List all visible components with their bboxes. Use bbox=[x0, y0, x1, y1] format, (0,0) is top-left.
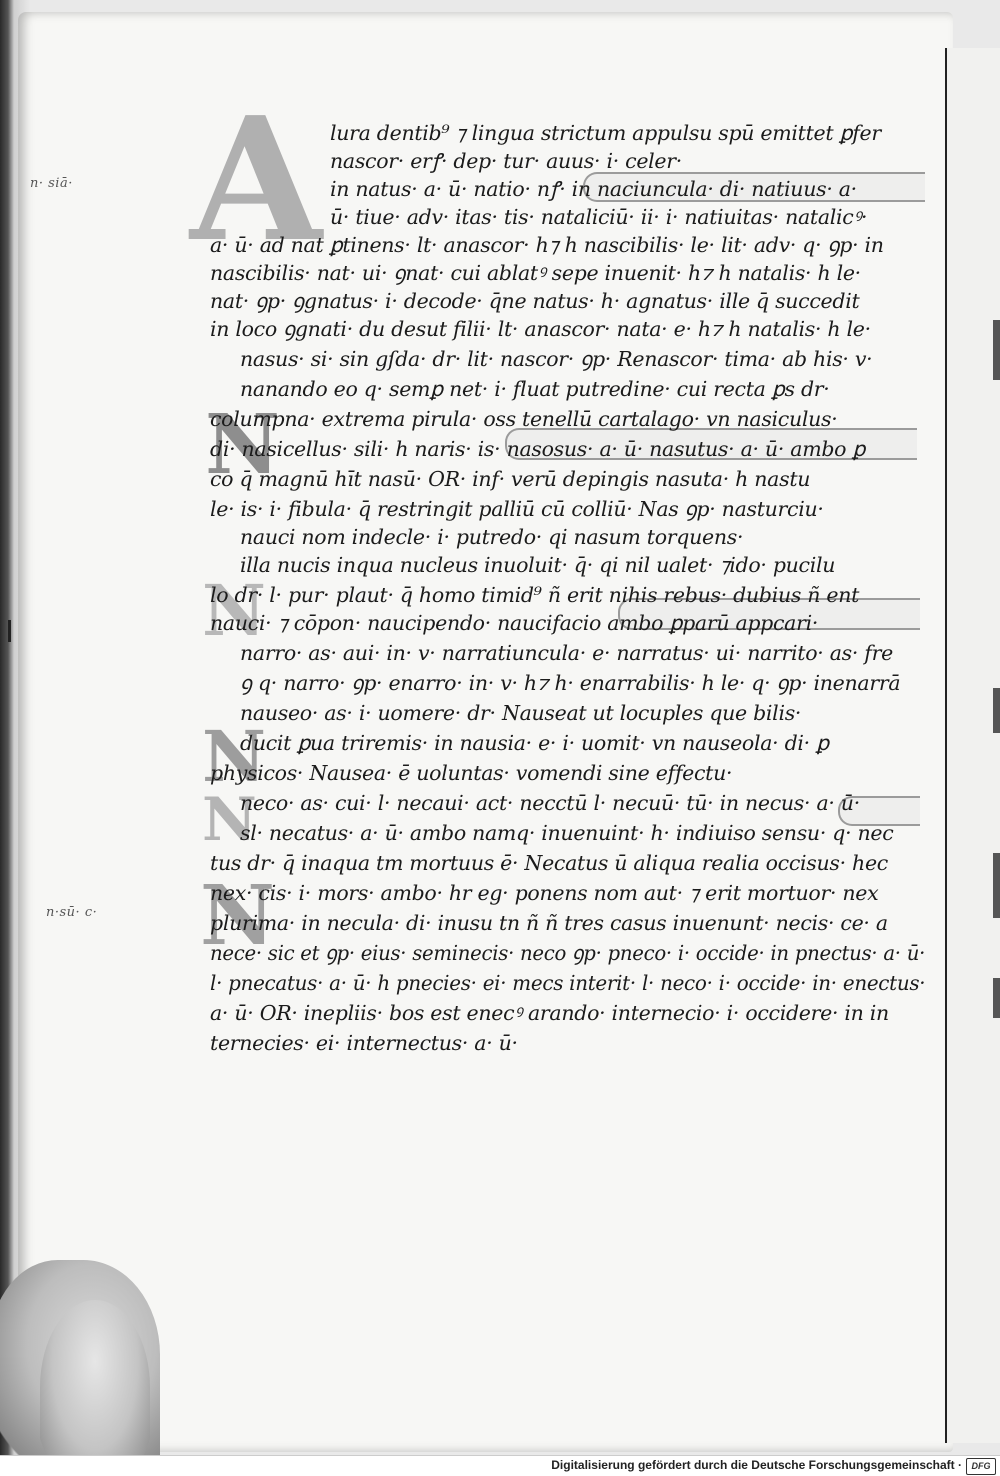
text-line: in loco ꝯgnati· du desut filii· lt· anascor· nata· e· h⁊ h natalis· h le· bbox=[210, 317, 871, 341]
text-line: le· is· i· fibula· q̄ restringit palliū cū colliū· Nas ꝯp· nasturciu· bbox=[210, 497, 824, 521]
text-line: nece· sic et ꝯp· eius· seminecis· neco ꝯp· pneco· i· occide· in pnectus· a· ū· bbox=[210, 941, 926, 965]
text-line: nat· ꝯp· ꝯgnatus· i· decode· q̄ne natus· h· agnatus· ille q̄ succedit bbox=[210, 289, 860, 313]
edge-mark bbox=[8, 620, 11, 642]
footer-bar bbox=[0, 1455, 1000, 1476]
text-line: neco· as· cui· l· necaui· act· necctū l· necuū· tū· in necus· a· ū· bbox=[240, 791, 860, 815]
text-line: plurima· in necula· di· inusu tn ñ ñ tres casus inuenunt· necis· ce· a bbox=[210, 911, 888, 935]
initial-letter-n: N bbox=[202, 715, 266, 798]
text-line: narro· as· aui· in· v· narratiuncula· e· narratus· ui· narrito· as· fre bbox=[240, 641, 893, 665]
text-line: nascor· erꝭ· dep· tur· auus· i· celer· bbox=[330, 149, 682, 173]
adjacent-page-edge bbox=[945, 48, 1000, 1443]
text-line: l· pnecatus· a· ū· h pnecies· ei· mecs interit· l· neco· i· occide· in· enectus· bbox=[210, 971, 926, 995]
margin-note: n·sū· c· bbox=[46, 905, 98, 920]
initial-letter-a: A bbox=[190, 80, 322, 280]
text-line: nauseo· as· i· uomere· dr· Nauseat ut locuples que bilis· bbox=[240, 701, 802, 725]
text-line: ternecies· ei· internectus· a· ū· bbox=[210, 1031, 518, 1055]
text-line: di· nasicellus· sili· h naris· is· nasosus· a· ū· nasutus· a· ū· ambo ꝑ bbox=[210, 437, 866, 461]
thumb bbox=[40, 1300, 150, 1475]
text-line: illa nucis inqua nucleus inuoluit· q̄· qi nil ualet· ⁊ido· pucilu bbox=[240, 553, 836, 577]
text-line: sl· necatus· a· ū· ambo namq· inuenuint· h· indiuiso sensu· q· nec bbox=[240, 821, 894, 845]
text-line: columpna· extrema pirula· oss tenellū cartalago· vn nasiculus· bbox=[210, 407, 838, 431]
text-line: ducit ꝑua triremis· in nausia· e· i· uomit· vn nauseola· di· ꝑ bbox=[240, 731, 829, 755]
initial-letter-n: N bbox=[202, 569, 266, 652]
text-line: ꝯ q· narro· ꝯp· enarro· in· v· h⁊ h· enarrabilis· h le· q· ꝯp· inenarrā bbox=[240, 671, 901, 695]
initial-letter-n: N bbox=[205, 397, 280, 493]
initial-letter-n: N bbox=[202, 785, 257, 855]
footer-credit: Digitalisierung gefördert durch die Deutsche Forschungsgemeinschaft · bbox=[551, 1458, 962, 1472]
text-line: ū· tiue· adv· itas· tis· nataliciū· ii· i· natiuitas· natalicꝰ· bbox=[330, 205, 868, 229]
text-line: nauci nom indecle· i· putredo· qi nasum torquens· bbox=[240, 525, 744, 549]
text-line: nauci· ⁊ cōpon· naucipendo· naucifacio ambo ꝑparū appcari· bbox=[210, 611, 819, 635]
text-line: a· ū· OR· inepliis· bos est enecꝰ arando· internecio· i· occidere· in in bbox=[210, 1001, 889, 1025]
text-line: a· ū· ad nat ꝑtinens· lt· anascor· h⁊ h nascibilis· le· lit· adv· q· ꝯp· in bbox=[210, 233, 884, 257]
text-line: co q̄ magnū hīt nasū· OR· inf· verū depingis nasuta· h nastu bbox=[210, 467, 811, 491]
text-line: tus dr· q̄ inaqua tm mortuus ē· Necatus ū aliqua realia occisus· hec bbox=[210, 851, 888, 875]
text-line: physicos· Nausea· ē uoluntas· vomendi sine effectu· bbox=[210, 761, 733, 785]
text-line: in natus· a· ū· natio· nꝭ· in naciuncula· di· natiuus· a· bbox=[330, 177, 857, 201]
text-line: lo dr· l· pur· plaut· q̄ homo timid⁹ ñ erit nihis rebus· dubius ñ ent bbox=[210, 583, 860, 607]
text-line: nasus· si· sin gſda· dr· lit· nascor· ꝯp· Renascor· tima· ab his· v· bbox=[240, 347, 873, 371]
dfg-logo: DFG bbox=[966, 1458, 996, 1475]
margin-note: n· siā· bbox=[30, 176, 73, 191]
text-line: nascibilis· nat· ui· ꝯnat· cui ablatꝰ sepe inuenit· h⁊ h natalis· h le· bbox=[210, 261, 861, 285]
text-line: nanando eo q· semꝑ net· i· fluat putredine· cui recta ꝑs dr· bbox=[240, 377, 830, 401]
text-line: lura dentib⁹ ⁊ lingua strictum appulsu spū emittet ꝑfer bbox=[330, 121, 881, 145]
text-line: nex· cis· i· mors· ambo· hr eg· ponens nom aut· ⁊ erit mortuor· nex bbox=[210, 881, 879, 905]
initial-letter-n: N bbox=[200, 868, 275, 964]
